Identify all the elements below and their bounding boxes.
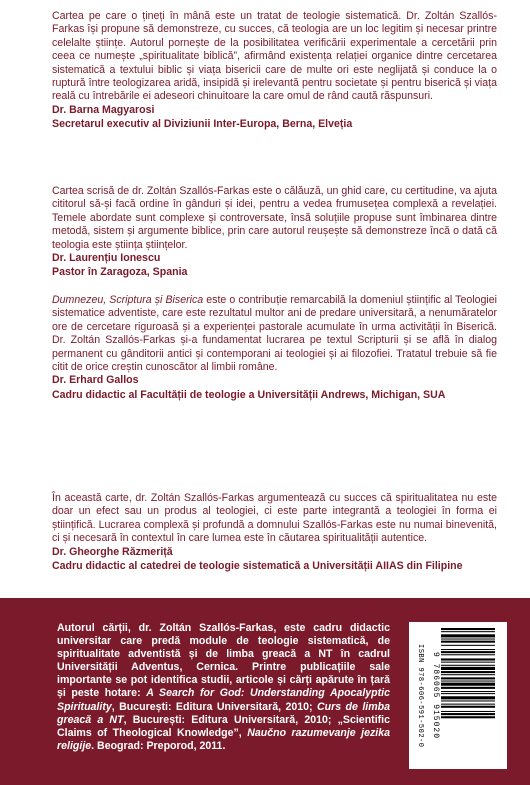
bio-text: , București: Editura Universitară, 2010; — [111, 700, 317, 713]
endorsement-text-body: este o contribuție remarcabilă la domeniul științific al Teologiei sistematice adventiste, care este rezultatul multor ani de predare universitară, a nenumăratelor ore de cercetare riguroasă și a experienței pastorale acumulate în urma activității în Biserică. Dr. Zoltán Szallós-Farkas și-a fundamentat lucrarea pe textul Scripturii și se află în dialog permanent cu gânditorii antici și contemporani ai teologiei și ai filozofiei. Tratatul trebuie să fie citit de orice creștin cunoscător al limbii române. — [52, 294, 497, 374]
endorsement-text: În această carte, dr. Zoltán Szallós-Farkas argumentează cu succes că spiritualitatea nu este doar un efect sau un produs al teologiei, ci este parte integrantă a teologiei în forma ei științifică. Lucrarea complexă și profundă a domnului Szallós-Farkas este nu numai binevenită, ci și necesară în contextul în care lumea este în căutarea spiritualității autentice. — [52, 492, 497, 545]
barcode-bar — [441, 671, 495, 673]
endorsement-1 — [52, 10, 497, 132]
barcode-digits: 9 786065 915020 — [431, 652, 440, 740]
endorsement-role: Cadru didactic al catedrei de teologie sistematică a Universității AIIAS din Filipine — [52, 560, 463, 573]
isbn-barcode — [409, 622, 507, 769]
bio-book-title: Curs de limba greacă a NT — [57, 700, 390, 726]
author-bio — [57, 622, 390, 753]
bio-book-title: A Search for God: Understanding Apocalyptic Spirituality — [57, 687, 390, 713]
barcode-bar — [441, 649, 495, 650]
endorsement-text — [52, 294, 497, 374]
barcode-bar — [441, 634, 495, 637]
barcode-bar — [441, 687, 495, 689]
endorsement-role: Pastor în Zaragoza, Spania — [52, 266, 188, 279]
endorsement-role: Cadru didactic al Facultății de teologie a Universității Andrews, Michigan, SUA — [52, 388, 446, 401]
barcode-bar — [441, 641, 495, 643]
barcode-bar — [441, 677, 495, 679]
barcode-bar — [441, 645, 495, 646]
barcode-bars-icon — [441, 628, 495, 764]
book-title: Dumnezeu, Scriptura și Biserica — [52, 294, 204, 306]
barcode-bar — [441, 674, 495, 675]
isbn-label: ISBN 978-606-591-502-0 — [416, 644, 424, 748]
endorsement-4 — [52, 492, 497, 573]
bio-text: . Beograd: Preporod, 2011. — [91, 739, 226, 752]
barcode-bar — [441, 681, 495, 682]
barcode-bar — [441, 667, 495, 670]
barcode-bar — [441, 700, 495, 701]
barcode-bar — [441, 691, 495, 692]
barcode-bar — [441, 704, 495, 705]
endorsement-text: Cartea scrisă de dr. Zoltán Szallós-Farkas este o călăuză, un ghid care, cu certitudine, va ajuta cititorul să-și facă ordine în gânduri și idei, pentru a vedea frumusețea complexă a revelației. Temele abordate sunt complexe și controversate, însă soluțiile propuse sunt îmbinarea dintre metodă, sistem și argumente biblice, prin care autorul reușește să demonstreze încă o dată că teologia este știința științelor. — [52, 185, 497, 251]
barcode-bar — [441, 662, 495, 663]
author-bio-panel — [0, 598, 530, 785]
barcode-bar — [441, 693, 495, 694]
endorsement-author: Dr. Erhard Gallos — [52, 374, 139, 387]
endorsement-role: Secretarul executiv al Diviziunii Inter-Europa, Berna, Elveția — [52, 118, 353, 131]
barcode-bar — [441, 696, 495, 699]
endorsement-author: Dr. Gheorghe Răzmeriță — [52, 545, 173, 558]
barcode-bar — [441, 706, 495, 708]
bio-book-title: Naučno razumevanje jezika religije — [57, 726, 390, 752]
endorsement-author: Dr. Laurențiu Ionescu — [52, 252, 161, 265]
barcode-bar — [441, 631, 495, 632]
barcode-bar — [441, 654, 495, 655]
barcode-bar — [441, 658, 495, 660]
endorsement-2 — [52, 185, 497, 280]
barcode-bar — [441, 628, 495, 630]
barcode-bar — [441, 716, 495, 718]
barcode-bar — [441, 711, 495, 712]
barcode-bar — [441, 683, 495, 686]
barcode-bar — [441, 651, 495, 653]
endorsement-text: Cartea pe care o țineți în mână este un tratat de teologie sistematică. Dr. Zoltán Szallós-Farkas își propune să demonstreze, cu succes, că teologia are un loc legitim și necesar printre celelalte științe. Autorul pornește de la posibilitatea verificării experimentale a cercetării prin ceea ce numește „spiritualitate biblică”, afirmând existența relației organice dintre cercetarea sistematică a textului biblic și viața bisericii care de multe ori este neglijată și conduce la o ruptură între teologizarea aridă, insipidă și irelevantă pentru societate și pentru biserică și viața reală cu întrebările ei adeseori chinuitoare la care omul de rând caută răspunsuri. — [52, 10, 497, 103]
barcode-bar — [441, 713, 495, 715]
endorsement-author: Dr. Barna Magyarosi — [52, 103, 155, 116]
bio-text: Autorul cărții, dr. Zoltán Szallós-Farkas, este cadru didactic universitar care predă module de teologie sistematică, de spiritualitate adventistă și de limba greacă a NT în cadrul Universității Adventus, Cernica. Printre publicațiile sale importante se pot identifica studii, articole și cărți apărute în țară și peste hotare: — [57, 622, 390, 700]
barcode-bar — [441, 639, 495, 640]
endorsement-3 — [52, 294, 497, 402]
barcode-bar — [441, 665, 495, 666]
bio-text: , București: Editura Universitară, 2010; „Scientific Claims of Theological Knowledge”, — [57, 713, 391, 739]
